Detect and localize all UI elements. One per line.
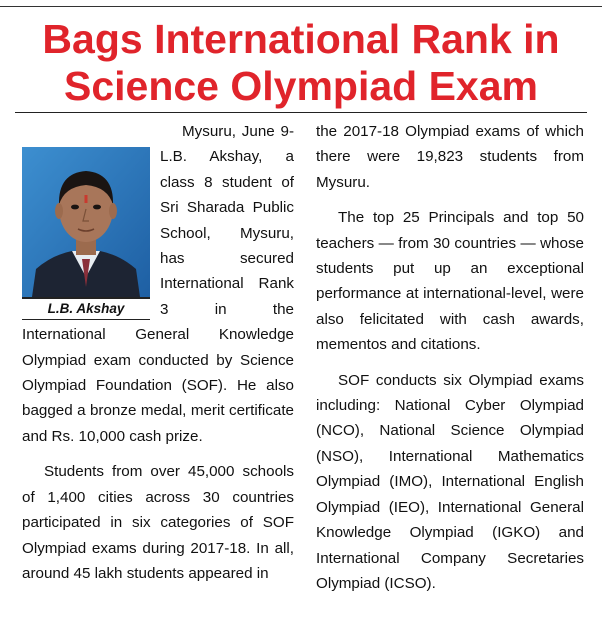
right-paragraph-1: the 2017-18 Olympiad exams of which there were 19,823 students from Mysuru. [316, 123, 584, 191]
left-paragraph-2: Students from over 45,000 schools of 1,400 cities across 30 countries participated in six categories of SOF Olympiad exams during 2017-18. In all, around 45 lakh students appeared in [22, 463, 294, 582]
headline: Bags International Rank in Science Olympiad Exam [42, 16, 560, 109]
right-paragraph-3: SOF conducts six Olympiad exams including: National Cyber Olympiad (NCO), National Science Olympiad (NSO), International Mathematics Olympiad (IMO), International English Olympiad (IEO), International General Knowledge Olympiad (IGKO) and International Company Secretaries Olympiad (ICSO). [316, 371, 584, 592]
right-column [316, 119, 584, 606]
left-paragraph-1: Mysuru, June 9- L.B. Akshay, a class 8 student of Sri Sharada Public School, Mysuru, has secured International Rank 3 in the International General Knowledge Olympiad exam conducted by Science Olympiad Foundation (SOF). He also bagged a bronze medal, merit certificate and Rs. 10,000 cash prize. [22, 123, 294, 445]
student-photo [22, 147, 150, 297]
top-rule [0, 0, 602, 7]
photo-caption: L.B. Akshay [22, 297, 150, 320]
headline-divider [15, 112, 587, 113]
left-column [22, 119, 294, 596]
right-paragraph-2: The top 25 Principals and top 50 teachers — from 30 countries — whose students put up an exceptional performance at international-level, were also felicitated with cash awards, mementos and citations. [316, 209, 584, 354]
photo-figure [22, 147, 150, 320]
